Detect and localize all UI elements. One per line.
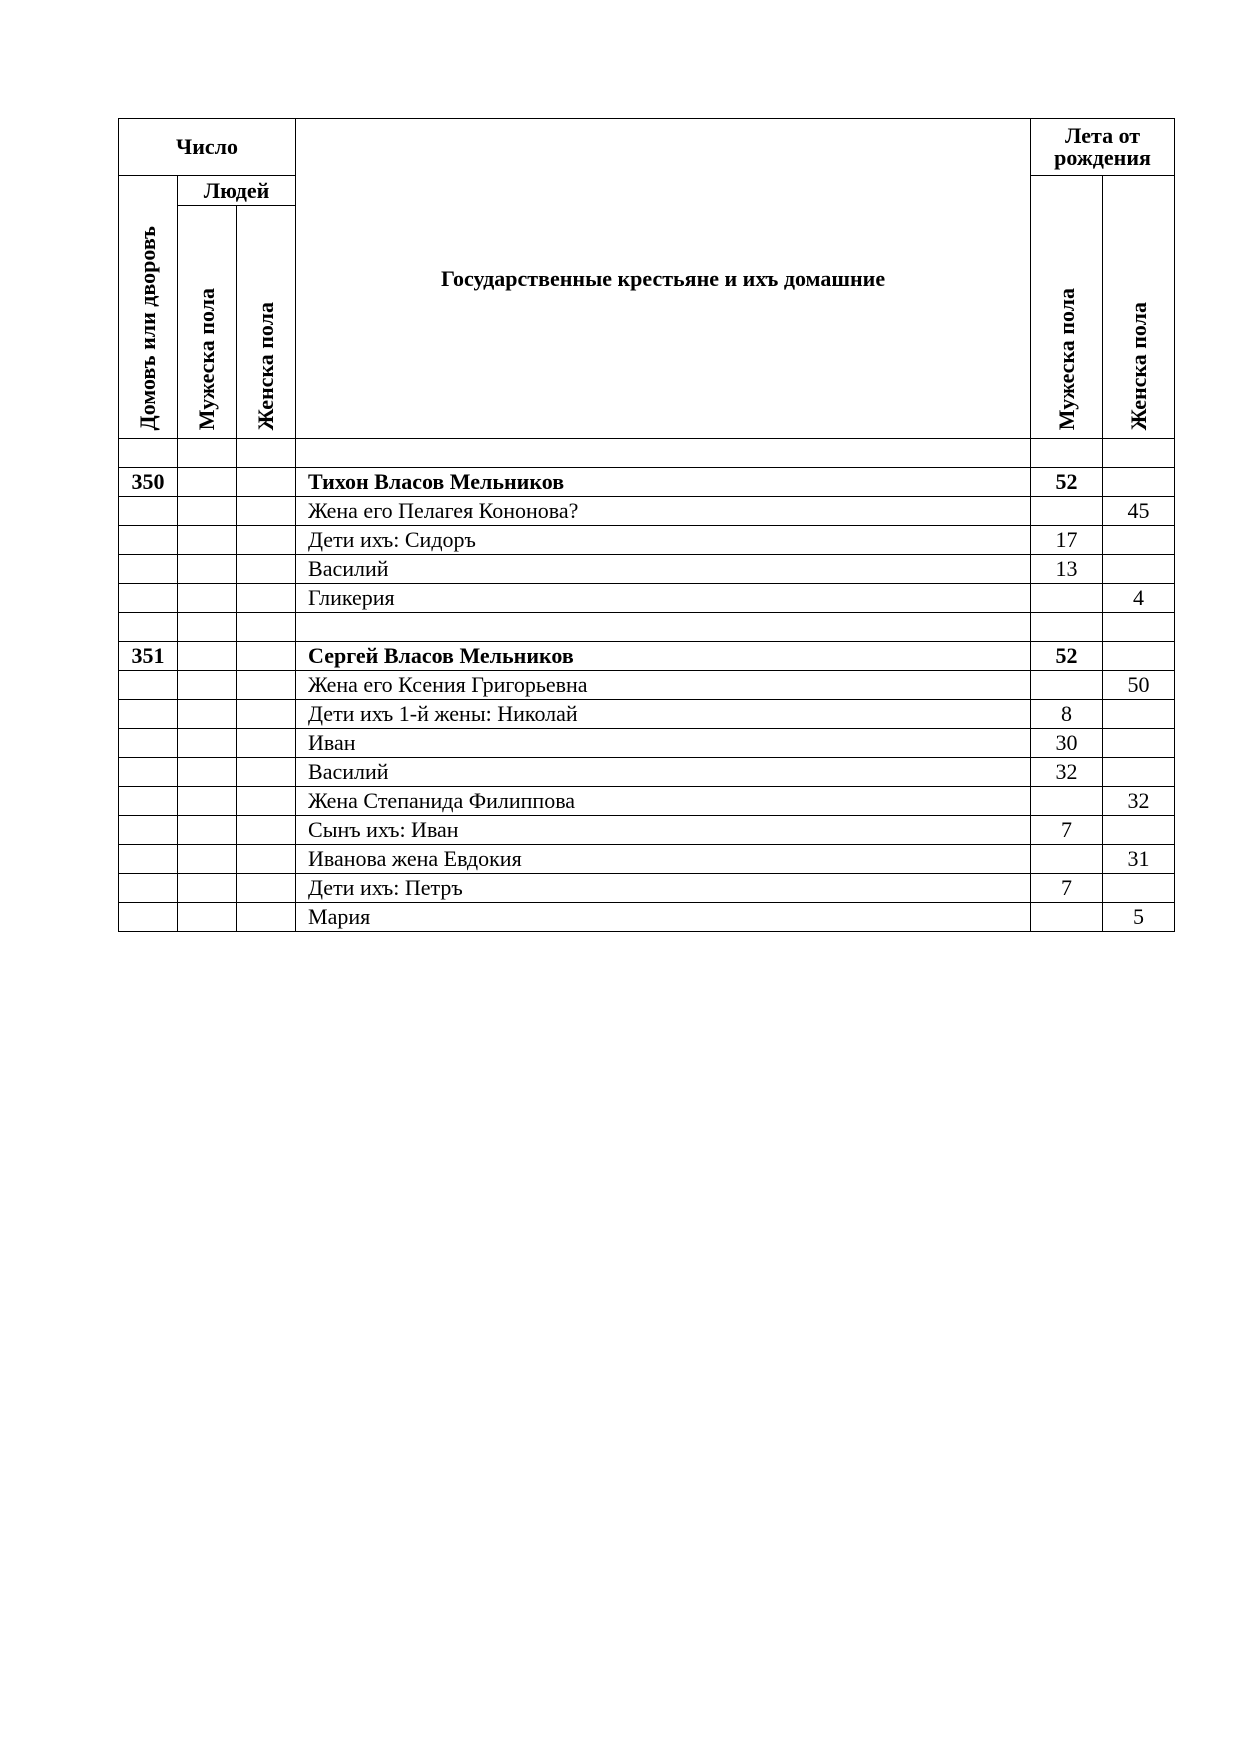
age-male-cell: 7 (1031, 816, 1103, 845)
person-name-cell: Дети ихъ: Сидоръ (296, 526, 1031, 555)
age-male-cell: 8 (1031, 700, 1103, 729)
age-female-cell (1103, 526, 1175, 555)
female-count-cell (237, 526, 296, 555)
table-row (119, 584, 1175, 613)
table-row (119, 903, 1175, 932)
male-count-cell (178, 497, 237, 526)
person-name-cell: Мария (296, 903, 1031, 932)
person-name-cell: Василий (296, 555, 1031, 584)
age-female-cell (1103, 555, 1175, 584)
table-row (119, 845, 1175, 874)
male-count-cell (178, 845, 237, 874)
header-chislo: Число (119, 119, 296, 176)
age-male-cell (1031, 787, 1103, 816)
census-table (118, 118, 1175, 932)
house-number-cell (119, 700, 178, 729)
table-row (119, 874, 1175, 903)
person-name-cell (296, 439, 1031, 468)
age-male-cell: 7 (1031, 874, 1103, 903)
age-male-cell: 13 (1031, 555, 1103, 584)
age-female-cell: 50 (1103, 671, 1175, 700)
house-number-cell (119, 758, 178, 787)
age-female-cell (1103, 816, 1175, 845)
person-name-cell: Жена его Ксения Григорьевна (296, 671, 1031, 700)
person-name-cell (296, 613, 1031, 642)
age-male-cell (1031, 845, 1103, 874)
female-count-cell (237, 787, 296, 816)
house-number-cell (119, 729, 178, 758)
age-male-cell: 17 (1031, 526, 1103, 555)
person-name-cell: Гликерия (296, 584, 1031, 613)
house-number-cell (119, 584, 178, 613)
age-female-cell: 4 (1103, 584, 1175, 613)
female-count-cell (237, 439, 296, 468)
table-row (119, 642, 1175, 671)
female-count-cell (237, 816, 296, 845)
female-count-cell (237, 874, 296, 903)
female-count-cell (237, 584, 296, 613)
table-row (119, 439, 1175, 468)
male-count-cell (178, 613, 237, 642)
age-male-cell: 32 (1031, 758, 1103, 787)
male-count-cell (178, 642, 237, 671)
female-count-cell (237, 845, 296, 874)
house-number-cell (119, 497, 178, 526)
house-number-cell (119, 526, 178, 555)
person-name-cell: Дети ихъ: Петръ (296, 874, 1031, 903)
house-number-cell (119, 613, 178, 642)
house-number-cell (119, 903, 178, 932)
age-female-cell (1103, 613, 1175, 642)
age-female-cell: 45 (1103, 497, 1175, 526)
header-domov: Домовъ или дворовъ (119, 176, 178, 439)
female-count-cell (237, 468, 296, 497)
house-number-cell (119, 845, 178, 874)
table-row (119, 787, 1175, 816)
age-female-cell (1103, 439, 1175, 468)
person-name-cell: Сынъ ихъ: Иван (296, 816, 1031, 845)
header-leta: Лета от рождения (1031, 119, 1175, 176)
person-name-cell: Жена Степанида Филиппова (296, 787, 1031, 816)
person-name-cell: Иван (296, 729, 1031, 758)
age-male-cell: 30 (1031, 729, 1103, 758)
age-male-cell (1031, 671, 1103, 700)
age-female-cell (1103, 468, 1175, 497)
male-count-cell (178, 584, 237, 613)
person-name-cell: Тихон Власов Мельников (296, 468, 1031, 497)
female-count-cell (237, 700, 296, 729)
female-count-cell (237, 671, 296, 700)
male-count-cell (178, 758, 237, 787)
house-number-cell: 351 (119, 642, 178, 671)
male-count-cell (178, 555, 237, 584)
person-name-cell: Сергей Власов Мельников (296, 642, 1031, 671)
age-female-cell (1103, 758, 1175, 787)
house-number-cell (119, 439, 178, 468)
header-female: Женска пола (237, 206, 296, 439)
age-male-cell (1031, 903, 1103, 932)
person-name-cell: Василий (296, 758, 1031, 787)
table-row (119, 613, 1175, 642)
male-count-cell (178, 729, 237, 758)
table-row (119, 497, 1175, 526)
female-count-cell (237, 613, 296, 642)
house-number-cell: 350 (119, 468, 178, 497)
table-row (119, 555, 1175, 584)
house-number-cell (119, 787, 178, 816)
male-count-cell (178, 700, 237, 729)
age-female-cell (1103, 874, 1175, 903)
header-lyudey: Людей (178, 176, 296, 206)
female-count-cell (237, 497, 296, 526)
header-leta-female: Женска пола (1103, 176, 1175, 439)
house-number-cell (119, 555, 178, 584)
male-count-cell (178, 874, 237, 903)
male-count-cell (178, 671, 237, 700)
age-female-cell (1103, 700, 1175, 729)
age-female-cell: 31 (1103, 845, 1175, 874)
age-male-cell: 52 (1031, 468, 1103, 497)
female-count-cell (237, 729, 296, 758)
person-name-cell: Жена его Пелагея Кононова? (296, 497, 1031, 526)
header-main-title: Государственные крестьяне и ихъ домашние (296, 119, 1031, 439)
age-male-cell (1031, 439, 1103, 468)
male-count-cell (178, 439, 237, 468)
male-count-cell (178, 816, 237, 845)
female-count-cell (237, 903, 296, 932)
table-row (119, 671, 1175, 700)
house-number-cell (119, 816, 178, 845)
person-name-cell: Дети ихъ 1-й жены: Николай (296, 700, 1031, 729)
table-row (119, 700, 1175, 729)
house-number-cell (119, 874, 178, 903)
table-row (119, 526, 1175, 555)
male-count-cell (178, 787, 237, 816)
male-count-cell (178, 468, 237, 497)
table-row (119, 729, 1175, 758)
female-count-cell (237, 555, 296, 584)
age-male-cell (1031, 584, 1103, 613)
age-male-cell: 52 (1031, 642, 1103, 671)
person-name-cell: Иванова жена Евдокия (296, 845, 1031, 874)
age-female-cell: 5 (1103, 903, 1175, 932)
male-count-cell (178, 903, 237, 932)
age-female-cell (1103, 729, 1175, 758)
header-male: Мужеска пола (178, 206, 237, 439)
age-female-cell: 32 (1103, 787, 1175, 816)
female-count-cell (237, 758, 296, 787)
table-row (119, 758, 1175, 787)
table-row (119, 816, 1175, 845)
age-female-cell (1103, 642, 1175, 671)
male-count-cell (178, 526, 237, 555)
age-male-cell (1031, 497, 1103, 526)
header-leta-male: Мужеска пола (1031, 176, 1103, 439)
female-count-cell (237, 642, 296, 671)
house-number-cell (119, 671, 178, 700)
age-male-cell (1031, 613, 1103, 642)
table-row (119, 468, 1175, 497)
